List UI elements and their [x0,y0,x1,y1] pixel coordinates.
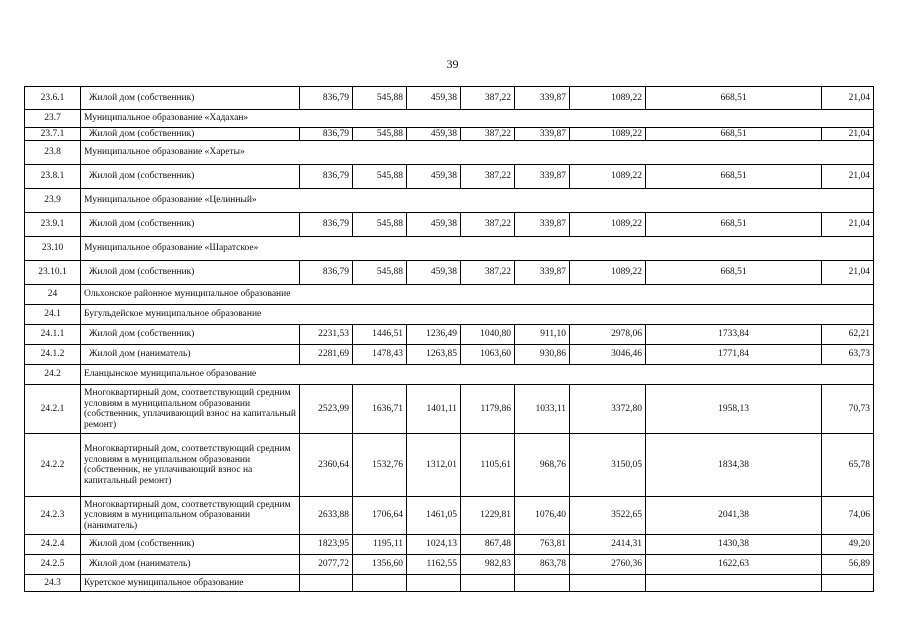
value-cell: 1024,13 [407,535,461,555]
row-number: 23.10 [25,237,81,261]
value-cell: 836,79 [300,261,353,285]
value-cell: 1040,80 [461,325,515,345]
value-cell: 1958,13 [646,385,822,434]
table-section-row [25,305,874,325]
value-cell: 3522,65 [570,497,646,535]
row-name: Жилой дом (собственник) [81,213,300,237]
value-cell: 1089,22 [570,165,646,189]
value-cell: 1532,76 [353,434,407,497]
value-cell: 982,83 [461,555,515,575]
value-cell: 1622,63 [646,555,822,575]
empty-cell [822,575,874,592]
row-name: Жилой дом (собственник) [81,261,300,285]
row-number: 23.10.1 [25,261,81,285]
value-cell: 1089,22 [570,213,646,237]
value-cell: 459,38 [407,165,461,189]
table-section-row [25,237,874,261]
value-cell: 459,38 [407,213,461,237]
row-number: 24.1.1 [25,325,81,345]
value-cell: 668,51 [646,87,822,110]
table-row [25,535,874,555]
value-cell: 1478,43 [353,345,407,365]
table-row [25,261,874,285]
value-cell: 1063,60 [461,345,515,365]
table-section-row [25,110,874,128]
section-name: Муниципальное образование «Хадахан» [81,110,874,128]
value-cell: 668,51 [646,213,822,237]
value-cell: 2414,31 [570,535,646,555]
table-row [25,555,874,575]
value-cell: 545,88 [353,261,407,285]
row-number: 23.8.1 [25,165,81,189]
value-cell: 63,73 [822,345,874,365]
value-cell: 668,51 [646,165,822,189]
value-cell: 836,79 [300,165,353,189]
value-cell: 1179,86 [461,385,515,434]
value-cell: 1733,84 [646,325,822,345]
value-cell: 3372,80 [570,385,646,434]
table-section-row [25,189,874,213]
table-body [25,87,874,592]
value-cell: 1461,05 [407,497,461,535]
value-cell: 2978,06 [570,325,646,345]
value-cell: 1162,55 [407,555,461,575]
row-number: 24.2.1 [25,385,81,434]
value-cell: 2231,53 [300,325,353,345]
row-name: Жилой дом (наниматель) [81,555,300,575]
value-cell: 545,88 [353,213,407,237]
row-name: Жилой дом (собственник) [81,535,300,555]
value-cell: 1356,60 [353,555,407,575]
value-cell: 2760,36 [570,555,646,575]
value-cell: 836,79 [300,87,353,110]
row-name: Жилой дом (собственник) [81,325,300,345]
value-cell: 836,79 [300,213,353,237]
section-name: Еланцынское муниципальное образование [81,365,874,385]
value-cell: 459,38 [407,87,461,110]
section-name: Муниципальное образование «Целинный» [81,189,874,213]
value-cell: 1446,51 [353,325,407,345]
value-cell: 2041,38 [646,497,822,535]
row-number: 24.2.3 [25,497,81,535]
row-number: 24.2.5 [25,555,81,575]
value-cell: 74,06 [822,497,874,535]
value-cell: 1089,22 [570,128,646,141]
empty-cell [646,575,822,592]
page-number: 39 [446,57,459,71]
value-cell: 1033,11 [515,385,570,434]
value-cell: 668,51 [646,128,822,141]
value-cell: 1089,22 [570,261,646,285]
row-number: 23.7.1 [25,128,81,141]
value-cell: 911,10 [515,325,570,345]
value-cell: 1823,95 [300,535,353,555]
value-cell: 1401,11 [407,385,461,434]
value-cell: 339,87 [515,261,570,285]
table-row [25,345,874,365]
value-cell: 2281,69 [300,345,353,365]
row-number: 24 [25,285,81,305]
row-name: Многоквартирный дом, соответствующий средним условиям в муниципальном образовании (наниматель) [81,497,300,535]
value-cell: 1636,71 [353,385,407,434]
row-name: Жилой дом (собственник) [81,87,300,110]
value-cell: 836,79 [300,128,353,141]
table-section-row [25,575,874,592]
section-name: Куретское муниципальное образование [81,575,300,592]
empty-cell [407,575,461,592]
value-cell: 62,21 [822,325,874,345]
value-cell: 2523,99 [300,385,353,434]
value-cell: 668,51 [646,261,822,285]
table-row [25,497,874,535]
row-number: 23.6.1 [25,87,81,110]
value-cell: 21,04 [822,261,874,285]
value-cell: 1771,84 [646,345,822,365]
value-cell: 1229,81 [461,497,515,535]
row-number: 23.7 [25,110,81,128]
value-cell: 2360,64 [300,434,353,497]
value-cell: 1706,64 [353,497,407,535]
value-cell: 21,04 [822,87,874,110]
value-cell: 49,20 [822,535,874,555]
value-cell: 930,86 [515,345,570,365]
value-cell: 459,38 [407,261,461,285]
section-name: Муниципальное образование «Шаратское» [81,237,874,261]
value-cell: 1430,38 [646,535,822,555]
empty-cell [461,575,515,592]
row-name: Жилой дом (собственник) [81,165,300,189]
value-cell: 387,22 [461,213,515,237]
row-number: 23.8 [25,141,81,165]
value-cell: 863,78 [515,555,570,575]
value-cell: 21,04 [822,213,874,237]
section-name: Бугульдейское муниципальное образование [81,305,874,325]
value-cell: 1263,85 [407,345,461,365]
value-cell: 65,78 [822,434,874,497]
row-name: Многоквартирный дом, соответствующий средним условиям в муниципальном образовании (собственник, не уплачивающий взнос на капитальный ремонт) [81,434,300,497]
row-number: 24.1 [25,305,81,325]
table-section-row [25,141,874,165]
empty-cell [353,575,407,592]
value-cell: 339,87 [515,165,570,189]
row-number: 24.2 [25,365,81,385]
value-cell: 21,04 [822,128,874,141]
value-cell: 339,87 [515,213,570,237]
row-number: 24.2.2 [25,434,81,497]
table-row [25,213,874,237]
value-cell: 545,88 [353,87,407,110]
value-cell: 1195,11 [353,535,407,555]
row-name: Жилой дом (наниматель) [81,345,300,365]
value-cell: 459,38 [407,128,461,141]
value-cell: 339,87 [515,128,570,141]
row-number: 23.9 [25,189,81,213]
value-cell: 387,22 [461,165,515,189]
value-cell: 387,22 [461,128,515,141]
table-row [25,385,874,434]
value-cell: 1236,49 [407,325,461,345]
empty-cell [300,575,353,592]
value-cell: 545,88 [353,165,407,189]
row-number: 24.2.4 [25,535,81,555]
value-cell: 339,87 [515,87,570,110]
value-cell: 867,48 [461,535,515,555]
value-cell: 387,22 [461,261,515,285]
table-row [25,434,874,497]
table-row [25,165,874,189]
row-number: 24.1.2 [25,345,81,365]
value-cell: 56,89 [822,555,874,575]
row-number: 23.9.1 [25,213,81,237]
empty-cell [515,575,570,592]
row-name: Жилой дом (собственник) [81,128,300,141]
value-cell: 21,04 [822,165,874,189]
section-name: Муниципальное образование «Хареты» [81,141,874,165]
table-section-row [25,365,874,385]
value-cell: 1312,01 [407,434,461,497]
table-row [25,87,874,110]
value-cell: 70,73 [822,385,874,434]
value-cell: 1076,40 [515,497,570,535]
value-cell: 1834,38 [646,434,822,497]
value-cell: 2633,88 [300,497,353,535]
value-cell: 545,88 [353,128,407,141]
empty-cell [570,575,646,592]
value-cell: 387,22 [461,87,515,110]
table-row [25,128,874,141]
value-cell: 1089,22 [570,87,646,110]
table-row [25,325,874,345]
tariff-table [24,86,874,592]
value-cell: 2077,72 [300,555,353,575]
table-section-row [25,285,874,305]
value-cell: 968,76 [515,434,570,497]
section-name: Ольхонское районное муниципальное образование [81,285,874,305]
value-cell: 763,81 [515,535,570,555]
value-cell: 3046,46 [570,345,646,365]
value-cell: 1105,61 [461,434,515,497]
row-number: 24.3 [25,575,81,592]
row-name: Многоквартирный дом, соответствующий средним условиям в муниципальном образовании (собственник, уплачивающий взнос на капитальный ремонт) [81,385,300,434]
value-cell: 3150,05 [570,434,646,497]
